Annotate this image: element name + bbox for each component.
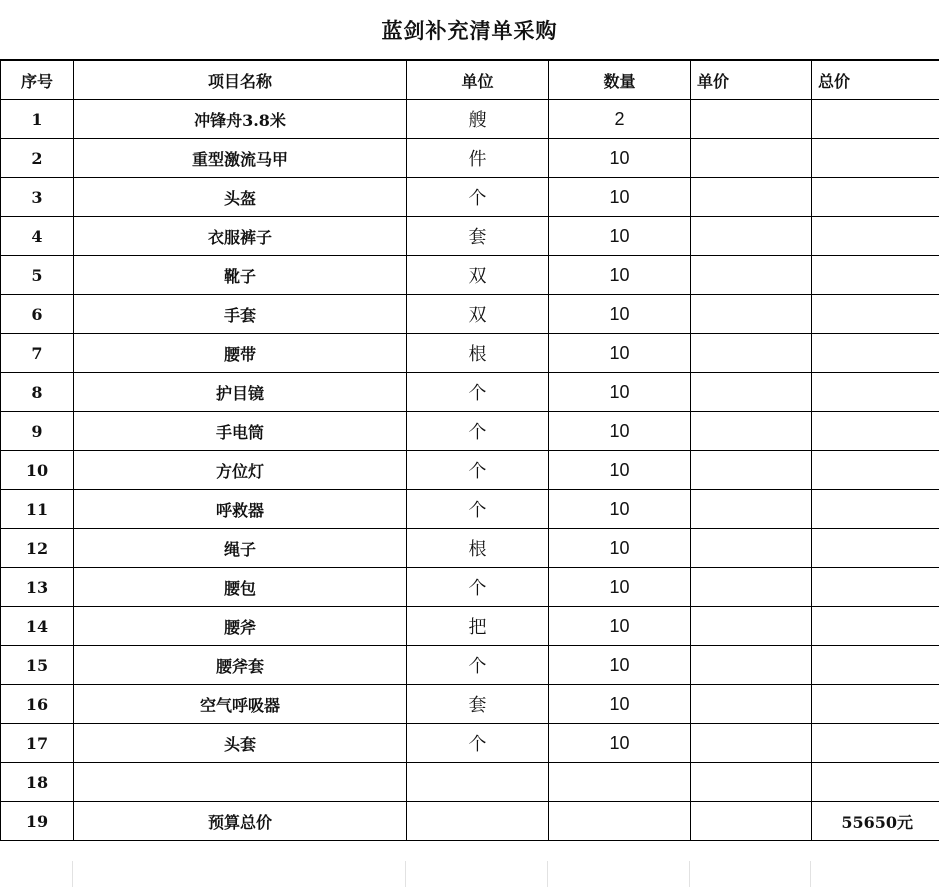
table-row xyxy=(1,139,939,178)
cell-unit[interactable]: 个 xyxy=(407,373,549,412)
cell-unit[interactable]: 个 xyxy=(407,490,549,529)
cell-total-price[interactable] xyxy=(812,412,939,451)
cell-unit[interactable]: 个 xyxy=(407,724,549,763)
cell-total-price[interactable] xyxy=(812,334,939,373)
cell-name[interactable]: 腰斧套 xyxy=(74,646,407,685)
cell-total-price[interactable] xyxy=(812,607,939,646)
cell-unit[interactable]: 把 xyxy=(407,607,549,646)
cell-unit[interactable]: 双 xyxy=(407,295,549,334)
cell-index[interactable]: 16 xyxy=(1,685,74,724)
cell-quantity[interactable]: 10 xyxy=(549,490,691,529)
cell-unit-price[interactable] xyxy=(691,178,812,217)
table-row-budget-total xyxy=(1,802,939,841)
header-unit-price[interactable]: 单价 xyxy=(691,61,812,100)
table-row xyxy=(1,529,939,568)
procurement-table xyxy=(0,60,939,841)
cell-quantity[interactable]: 10 xyxy=(549,139,691,178)
table-row xyxy=(1,451,939,490)
cell-index[interactable]: 7 xyxy=(1,334,74,373)
cell-unit[interactable]: 艘 xyxy=(407,100,549,139)
cell-index[interactable]: 19 xyxy=(1,802,74,841)
empty-cell[interactable] xyxy=(811,861,939,887)
cell-name[interactable]: 冲锋舟3.8米 xyxy=(74,100,407,139)
cell-index[interactable]: 3 xyxy=(1,178,74,217)
cell-index[interactable]: 13 xyxy=(1,568,74,607)
cell-quantity[interactable]: 10 xyxy=(549,724,691,763)
cell-index[interactable]: 2 xyxy=(1,139,74,178)
table-row xyxy=(1,685,939,724)
cell-index[interactable]: 9 xyxy=(1,412,74,451)
cell-unit-price[interactable] xyxy=(691,607,812,646)
empty-cell[interactable] xyxy=(690,861,811,887)
cell-quantity[interactable]: 10 xyxy=(549,373,691,412)
empty-grid-row xyxy=(0,861,939,887)
cell-quantity[interactable]: 10 xyxy=(549,217,691,256)
cell-name[interactable]: 重型激流马甲 xyxy=(74,139,407,178)
cell-index[interactable]: 14 xyxy=(1,607,74,646)
cell-total-price[interactable] xyxy=(812,256,939,295)
cell-unit-price[interactable] xyxy=(691,295,812,334)
cell-index[interactable]: 17 xyxy=(1,724,74,763)
cell-total-price[interactable] xyxy=(812,373,939,412)
table-row xyxy=(1,763,939,802)
cell-total-price[interactable] xyxy=(812,568,939,607)
cell-index[interactable]: 5 xyxy=(1,256,74,295)
cell-quantity[interactable]: 10 xyxy=(549,178,691,217)
header-index[interactable]: 序号 xyxy=(1,61,74,100)
cell-quantity[interactable]: 10 xyxy=(549,451,691,490)
cell-name[interactable]: 衣服裤子 xyxy=(74,217,407,256)
cell-index[interactable]: 1 xyxy=(1,100,74,139)
empty-cell[interactable] xyxy=(0,861,73,887)
table-row xyxy=(1,607,939,646)
cell-total-price[interactable] xyxy=(812,685,939,724)
cell-unit[interactable]: 根 xyxy=(407,529,549,568)
cell-unit-price[interactable] xyxy=(691,802,812,841)
cell-unit[interactable]: 件 xyxy=(407,139,549,178)
header-quantity[interactable]: 数量 xyxy=(549,61,691,100)
cell-unit[interactable]: 个 xyxy=(407,412,549,451)
table-row xyxy=(1,412,939,451)
cell-total-price[interactable] xyxy=(812,646,939,685)
cell-total-price[interactable] xyxy=(812,139,939,178)
empty-cell[interactable] xyxy=(73,861,406,887)
cell-index[interactable]: 11 xyxy=(1,490,74,529)
cell-index[interactable]: 15 xyxy=(1,646,74,685)
cell-quantity[interactable]: 2 xyxy=(549,100,691,139)
table-row xyxy=(1,724,939,763)
cell-index[interactable]: 6 xyxy=(1,295,74,334)
cell-unit[interactable]: 个 xyxy=(407,646,549,685)
cell-unit-price[interactable] xyxy=(691,646,812,685)
cell-unit-price[interactable] xyxy=(691,451,812,490)
cell-quantity[interactable] xyxy=(549,802,691,841)
cell-unit[interactable]: 个 xyxy=(407,568,549,607)
cell-total-price[interactable] xyxy=(812,490,939,529)
cell-unit-price[interactable] xyxy=(691,412,812,451)
cell-name[interactable]: 绳子 xyxy=(74,529,407,568)
cell-total-price[interactable] xyxy=(812,724,939,763)
cell-name[interactable]: 靴子 xyxy=(74,256,407,295)
cell-quantity[interactable] xyxy=(549,763,691,802)
cell-quantity[interactable]: 10 xyxy=(549,607,691,646)
cell-index[interactable]: 18 xyxy=(1,763,74,802)
cell-unit[interactable]: 个 xyxy=(407,178,549,217)
table-row xyxy=(1,100,939,139)
cell-unit-price[interactable] xyxy=(691,529,812,568)
cell-unit[interactable]: 套 xyxy=(407,217,549,256)
cell-name[interactable]: 预算总价 xyxy=(74,802,407,841)
cell-unit-price[interactable] xyxy=(691,763,812,802)
cell-index[interactable]: 8 xyxy=(1,373,74,412)
cell-index[interactable]: 4 xyxy=(1,217,74,256)
cell-name[interactable]: 手套 xyxy=(74,295,407,334)
cell-quantity[interactable]: 10 xyxy=(549,256,691,295)
cell-name[interactable]: 腰包 xyxy=(74,568,407,607)
table-row xyxy=(1,178,939,217)
cell-unit[interactable] xyxy=(407,802,549,841)
cell-unit[interactable] xyxy=(407,763,549,802)
cell-name[interactable]: 头套 xyxy=(74,724,407,763)
cell-unit[interactable]: 双 xyxy=(407,256,549,295)
cell-total-price[interactable] xyxy=(812,451,939,490)
cell-total-price[interactable] xyxy=(812,217,939,256)
cell-name[interactable]: 呼救器 xyxy=(74,490,407,529)
cell-name[interactable]: 方位灯 xyxy=(74,451,407,490)
empty-cell[interactable] xyxy=(406,861,548,887)
cell-unit-price[interactable] xyxy=(691,100,812,139)
cell-index[interactable]: 10 xyxy=(1,451,74,490)
cell-unit-price[interactable] xyxy=(691,217,812,256)
cell-quantity[interactable]: 10 xyxy=(549,685,691,724)
cell-name[interactable] xyxy=(74,763,407,802)
table-row xyxy=(1,217,939,256)
cell-index[interactable]: 12 xyxy=(1,529,74,568)
cell-unit-price[interactable] xyxy=(691,685,812,724)
cell-unit-price[interactable] xyxy=(691,490,812,529)
cell-quantity[interactable]: 10 xyxy=(549,295,691,334)
cell-unit-price[interactable] xyxy=(691,256,812,295)
cell-unit-price[interactable] xyxy=(691,334,812,373)
cell-total-price[interactable] xyxy=(812,763,939,802)
cell-total-price[interactable]: 55650元 xyxy=(812,802,939,841)
cell-name[interactable]: 手电筒 xyxy=(74,412,407,451)
sheet-title[interactable]: 蓝剑补充清单采购 xyxy=(0,0,939,60)
header-name[interactable]: 项目名称 xyxy=(74,61,407,100)
cell-name[interactable]: 腰斧 xyxy=(74,607,407,646)
cell-quantity[interactable]: 10 xyxy=(549,412,691,451)
cell-unit-price[interactable] xyxy=(691,568,812,607)
cell-name[interactable]: 护目镜 xyxy=(74,373,407,412)
cell-unit-price[interactable] xyxy=(691,139,812,178)
cell-quantity[interactable]: 10 xyxy=(549,529,691,568)
cell-unit-price[interactable] xyxy=(691,373,812,412)
cell-quantity[interactable]: 10 xyxy=(549,646,691,685)
cell-quantity[interactable]: 10 xyxy=(549,568,691,607)
cell-unit[interactable]: 根 xyxy=(407,334,549,373)
table-row xyxy=(1,334,939,373)
table-row xyxy=(1,295,939,334)
table-row xyxy=(1,646,939,685)
table-row xyxy=(1,256,939,295)
cell-name[interactable]: 头盔 xyxy=(74,178,407,217)
table-row xyxy=(1,373,939,412)
cell-unit[interactable]: 个 xyxy=(407,451,549,490)
cell-unit-price[interactable] xyxy=(691,724,812,763)
cell-total-price[interactable] xyxy=(812,100,939,139)
cell-quantity[interactable]: 10 xyxy=(549,334,691,373)
table-row xyxy=(1,568,939,607)
cell-total-price[interactable] xyxy=(812,295,939,334)
cell-unit[interactable]: 套 xyxy=(407,685,549,724)
cell-name[interactable]: 空气呼吸器 xyxy=(74,685,407,724)
cell-name[interactable]: 腰带 xyxy=(74,334,407,373)
table-row xyxy=(1,490,939,529)
header-unit[interactable]: 单位 xyxy=(407,61,549,100)
cell-total-price[interactable] xyxy=(812,178,939,217)
cell-total-price[interactable] xyxy=(812,529,939,568)
header-row xyxy=(1,61,939,100)
header-total-price[interactable]: 总价 xyxy=(812,61,939,100)
empty-cell[interactable] xyxy=(548,861,690,887)
